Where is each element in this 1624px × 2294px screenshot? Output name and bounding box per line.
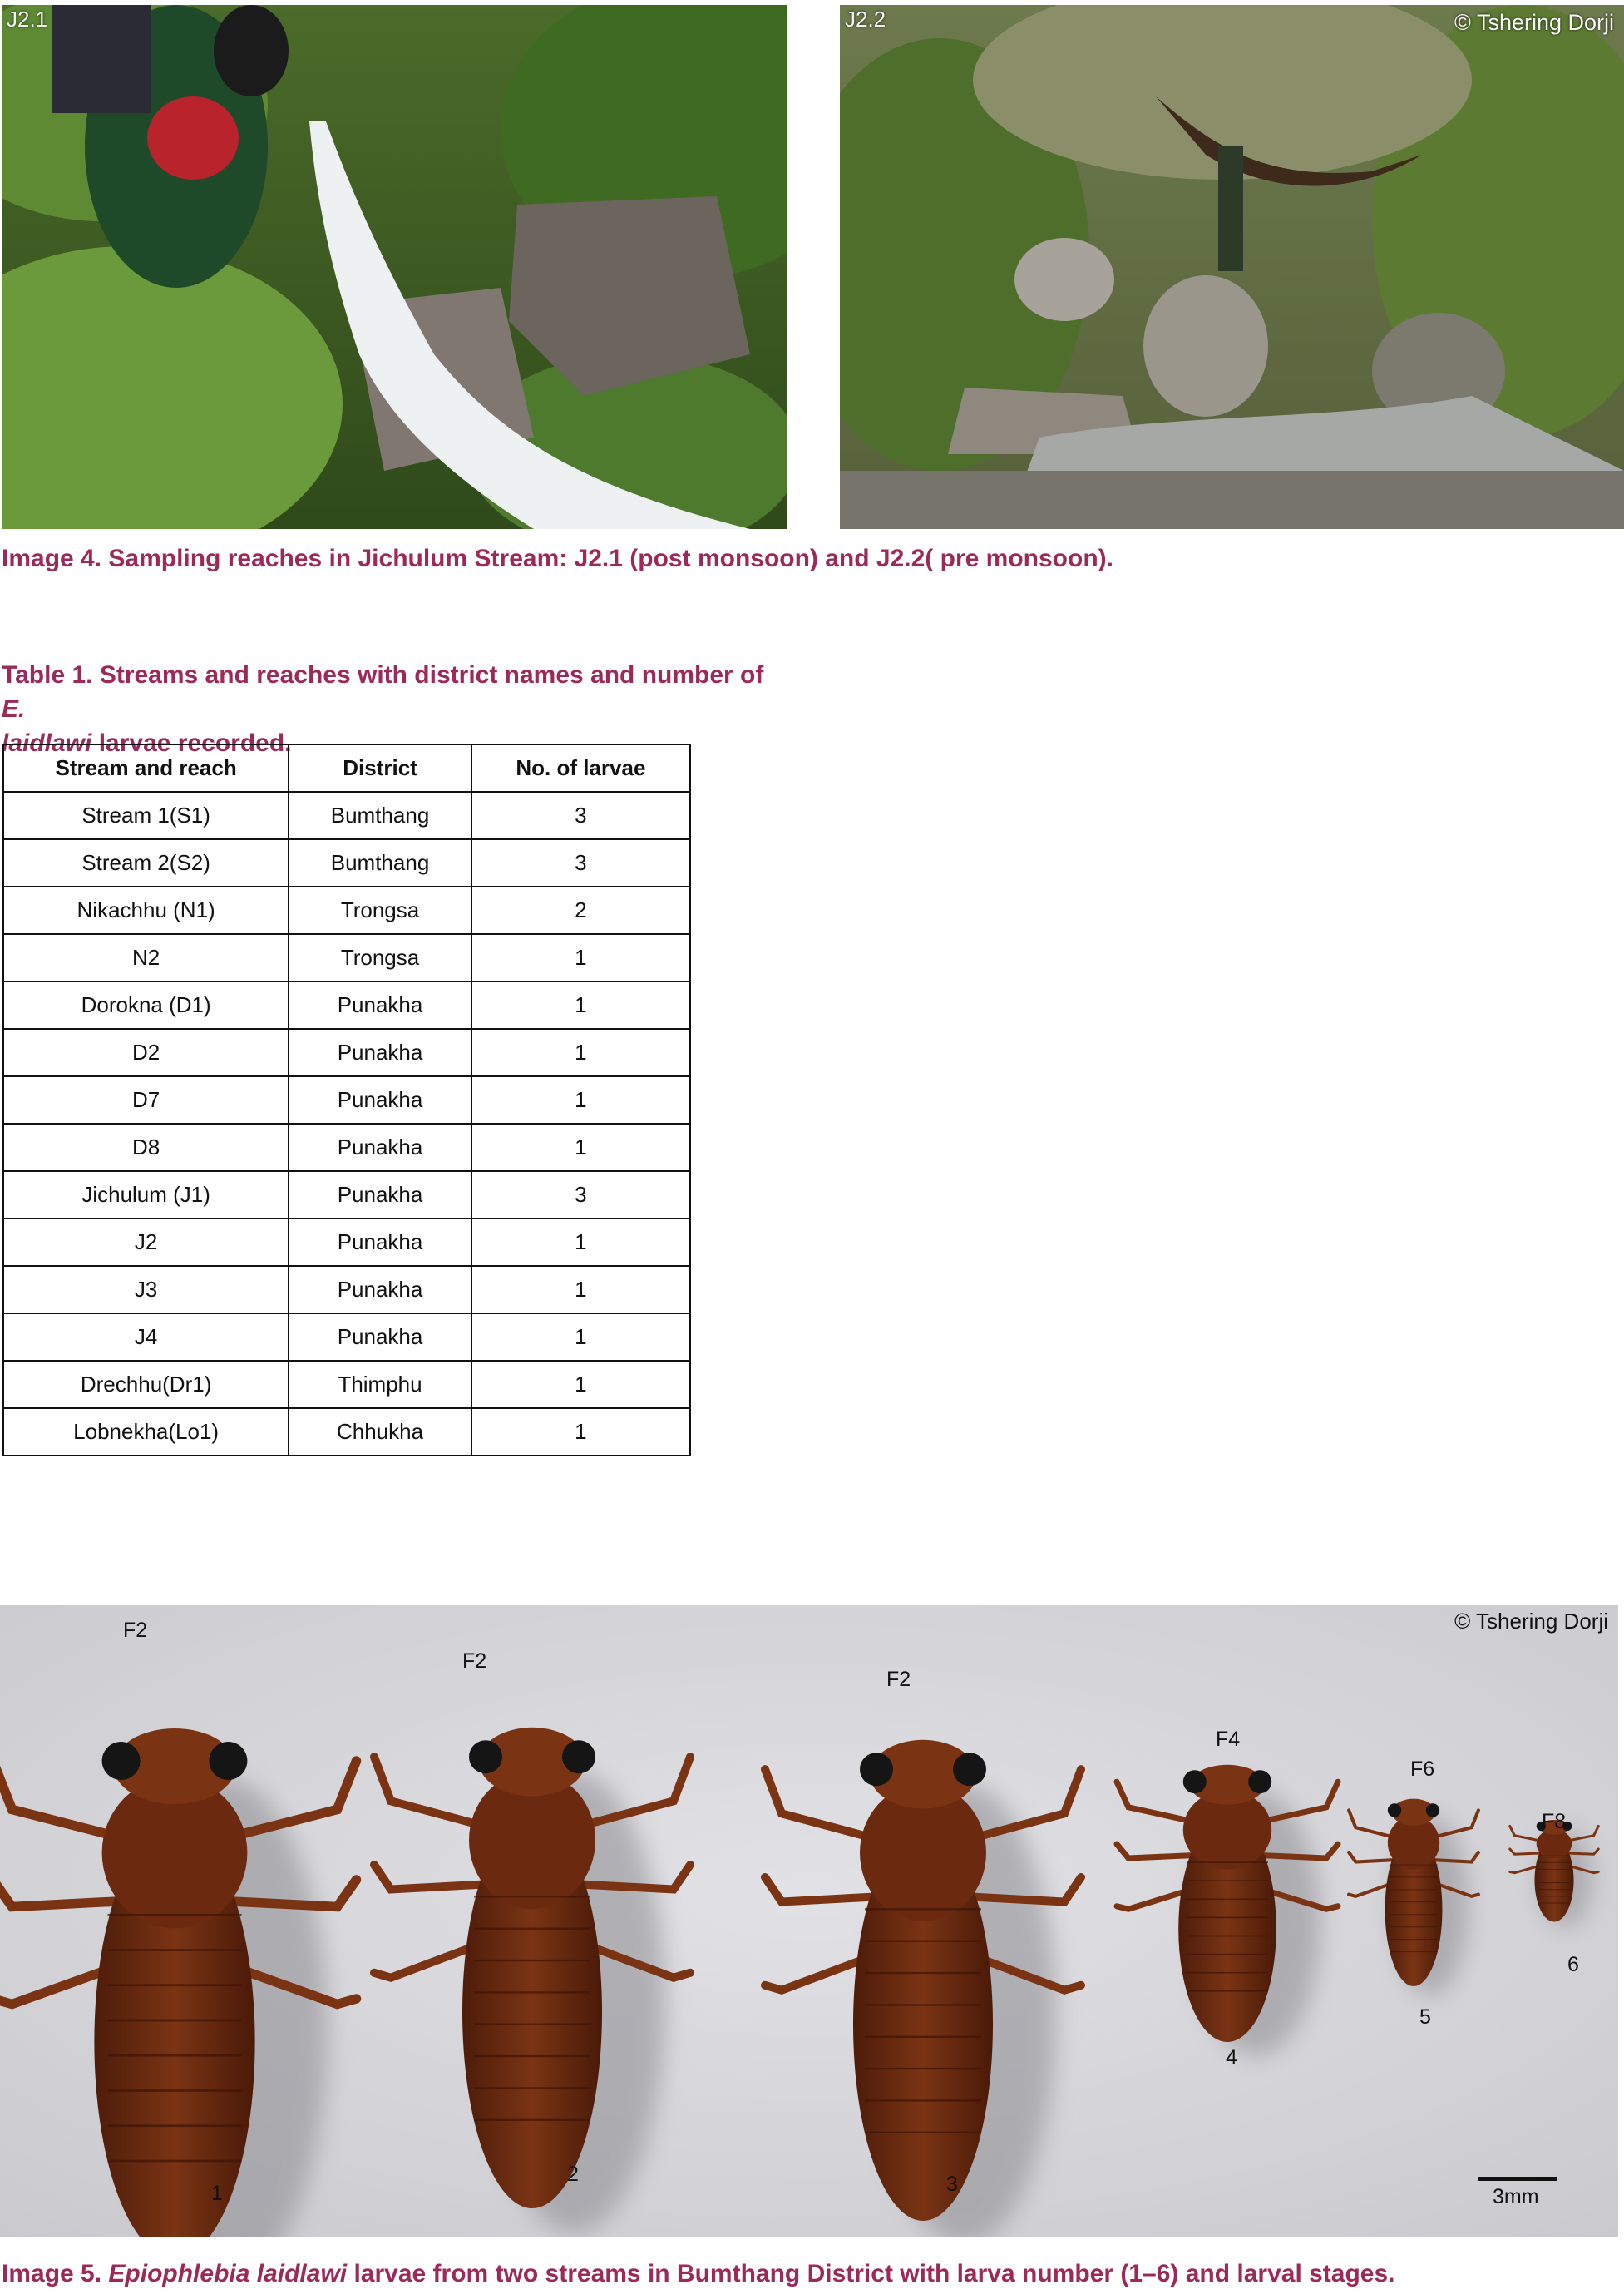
larva-number-3: 3: [946, 2173, 958, 2196]
cell-larvae: 1: [471, 1124, 690, 1171]
cell-district: Bumthang: [289, 839, 471, 887]
table-row: [3, 1313, 690, 1361]
cell-stream: Jichulum (J1): [3, 1171, 289, 1219]
column-header-stream: Stream and reach: [3, 744, 289, 792]
image5-caption-suffix: larvae from two streams in Bumthang District with larva number (1–6) and larval stages.: [347, 2260, 1395, 2287]
cell-district: Punakha: [289, 1313, 471, 1361]
table-row: [3, 792, 690, 839]
table-row: [3, 1219, 690, 1266]
scale-label: 3mm: [1493, 2185, 1539, 2208]
cell-stream: J2: [3, 1219, 289, 1266]
cell-larvae: 1: [471, 1408, 690, 1456]
cell-district: Punakha: [289, 1219, 471, 1266]
stage-label-6: F8: [1542, 1810, 1567, 1833]
table1-caption-prefix: Table 1. Streams and reaches with district names and number of: [2, 661, 764, 689]
cell-stream: D7: [3, 1076, 289, 1124]
table-row: [3, 1076, 690, 1124]
photo-credit: © Tshering Dorji: [1454, 10, 1614, 35]
cell-larvae: 1: [471, 1076, 690, 1124]
larva-number-2: 2: [567, 2163, 579, 2186]
cell-stream: D8: [3, 1124, 289, 1171]
table-row: [3, 1408, 690, 1456]
cell-stream: N2: [3, 934, 289, 981]
larvae-photo: [0, 1605, 1618, 2237]
table-row: [3, 981, 690, 1029]
table-header-row: [3, 744, 690, 792]
cell-larvae: 1: [471, 981, 690, 1029]
cell-larvae: 1: [471, 1266, 690, 1313]
scale-bar: [1478, 2177, 1557, 2181]
stage-label-5: F6: [1410, 1758, 1435, 1781]
cell-larvae: 1: [471, 1313, 690, 1361]
table1-caption-suffix: larvae recorded.: [91, 729, 292, 757]
table-row: [3, 1171, 690, 1219]
larvae-photo-credit: © Tshering Dorji: [1454, 1609, 1608, 1634]
cell-district: Punakha: [289, 1171, 471, 1219]
photo-j2-2: [840, 5, 1624, 529]
column-header-larvae: No. of larvae: [471, 744, 690, 792]
cell-stream: Stream 1(S1): [3, 792, 289, 839]
table-row: [3, 1266, 690, 1313]
cell-stream: D2: [3, 1029, 289, 1076]
cell-district: Punakha: [289, 981, 471, 1029]
cell-stream: Stream 2(S2): [3, 839, 289, 887]
cell-stream: J3: [3, 1266, 289, 1313]
table1-caption-species-b: laidlawi: [2, 729, 92, 757]
table-row: [3, 887, 690, 934]
photo-j2-1: [2, 5, 787, 529]
stage-label-4: F4: [1216, 1728, 1241, 1751]
cell-district: Punakha: [289, 1076, 471, 1124]
cell-stream: Nikachhu (N1): [3, 887, 289, 934]
cell-district: Bumthang: [289, 792, 471, 839]
stage-label-3: F2: [886, 1668, 911, 1691]
table-row: [3, 1361, 690, 1408]
cell-district: Thimphu: [289, 1361, 471, 1408]
cell-larvae: 1: [471, 1361, 690, 1408]
cell-district: Trongsa: [289, 934, 471, 981]
stage-label-2: F2: [462, 1649, 487, 1673]
larva-number-4: 4: [1226, 2046, 1237, 2069]
image5-caption: [2, 2257, 1395, 2291]
column-header-district: District: [289, 744, 471, 792]
table-row: [3, 934, 690, 981]
larva-number-1: 1: [211, 2182, 223, 2205]
table-row: [3, 1029, 690, 1076]
cell-larvae: 3: [471, 1171, 690, 1219]
cell-stream: J4: [3, 1313, 289, 1361]
cell-district: Punakha: [289, 1029, 471, 1076]
image4-caption: Image 4. Sampling reaches in Jichulum Stream: J2.1 (post monsoon) and J2.2( pre monsoon).: [2, 545, 1113, 572]
table-row: [3, 839, 690, 887]
table1: [2, 744, 691, 1456]
cell-larvae: 1: [471, 1219, 690, 1266]
cell-larvae: 3: [471, 839, 690, 887]
image5-caption-prefix: Image 5.: [2, 2260, 109, 2287]
cell-larvae: 1: [471, 1029, 690, 1076]
cell-district: Punakha: [289, 1266, 471, 1313]
image5-caption-species: Epiophlebia laidlawi: [108, 2260, 348, 2287]
larva-number-6: 6: [1567, 1953, 1579, 1976]
cell-district: Punakha: [289, 1124, 471, 1171]
larva-number-5: 5: [1419, 2005, 1431, 2029]
cell-larvae: 3: [471, 792, 690, 839]
stage-label-1: F2: [123, 1619, 148, 1642]
cell-larvae: 2: [471, 887, 690, 934]
cell-stream: Dorokna (D1): [3, 981, 289, 1029]
photo-label-j2-1: J2.1: [7, 7, 48, 32]
photo-label-j2-2: J2.2: [845, 7, 886, 32]
table-row: [3, 1124, 690, 1171]
cell-larvae: 1: [471, 934, 690, 981]
cell-stream: Drechhu(Dr1): [3, 1361, 289, 1408]
cell-district: Chhukha: [289, 1408, 471, 1456]
cell-stream: Lobnekha(Lo1): [3, 1408, 289, 1456]
cell-district: Trongsa: [289, 887, 471, 934]
table1-caption-species-a: E.: [2, 695, 26, 723]
